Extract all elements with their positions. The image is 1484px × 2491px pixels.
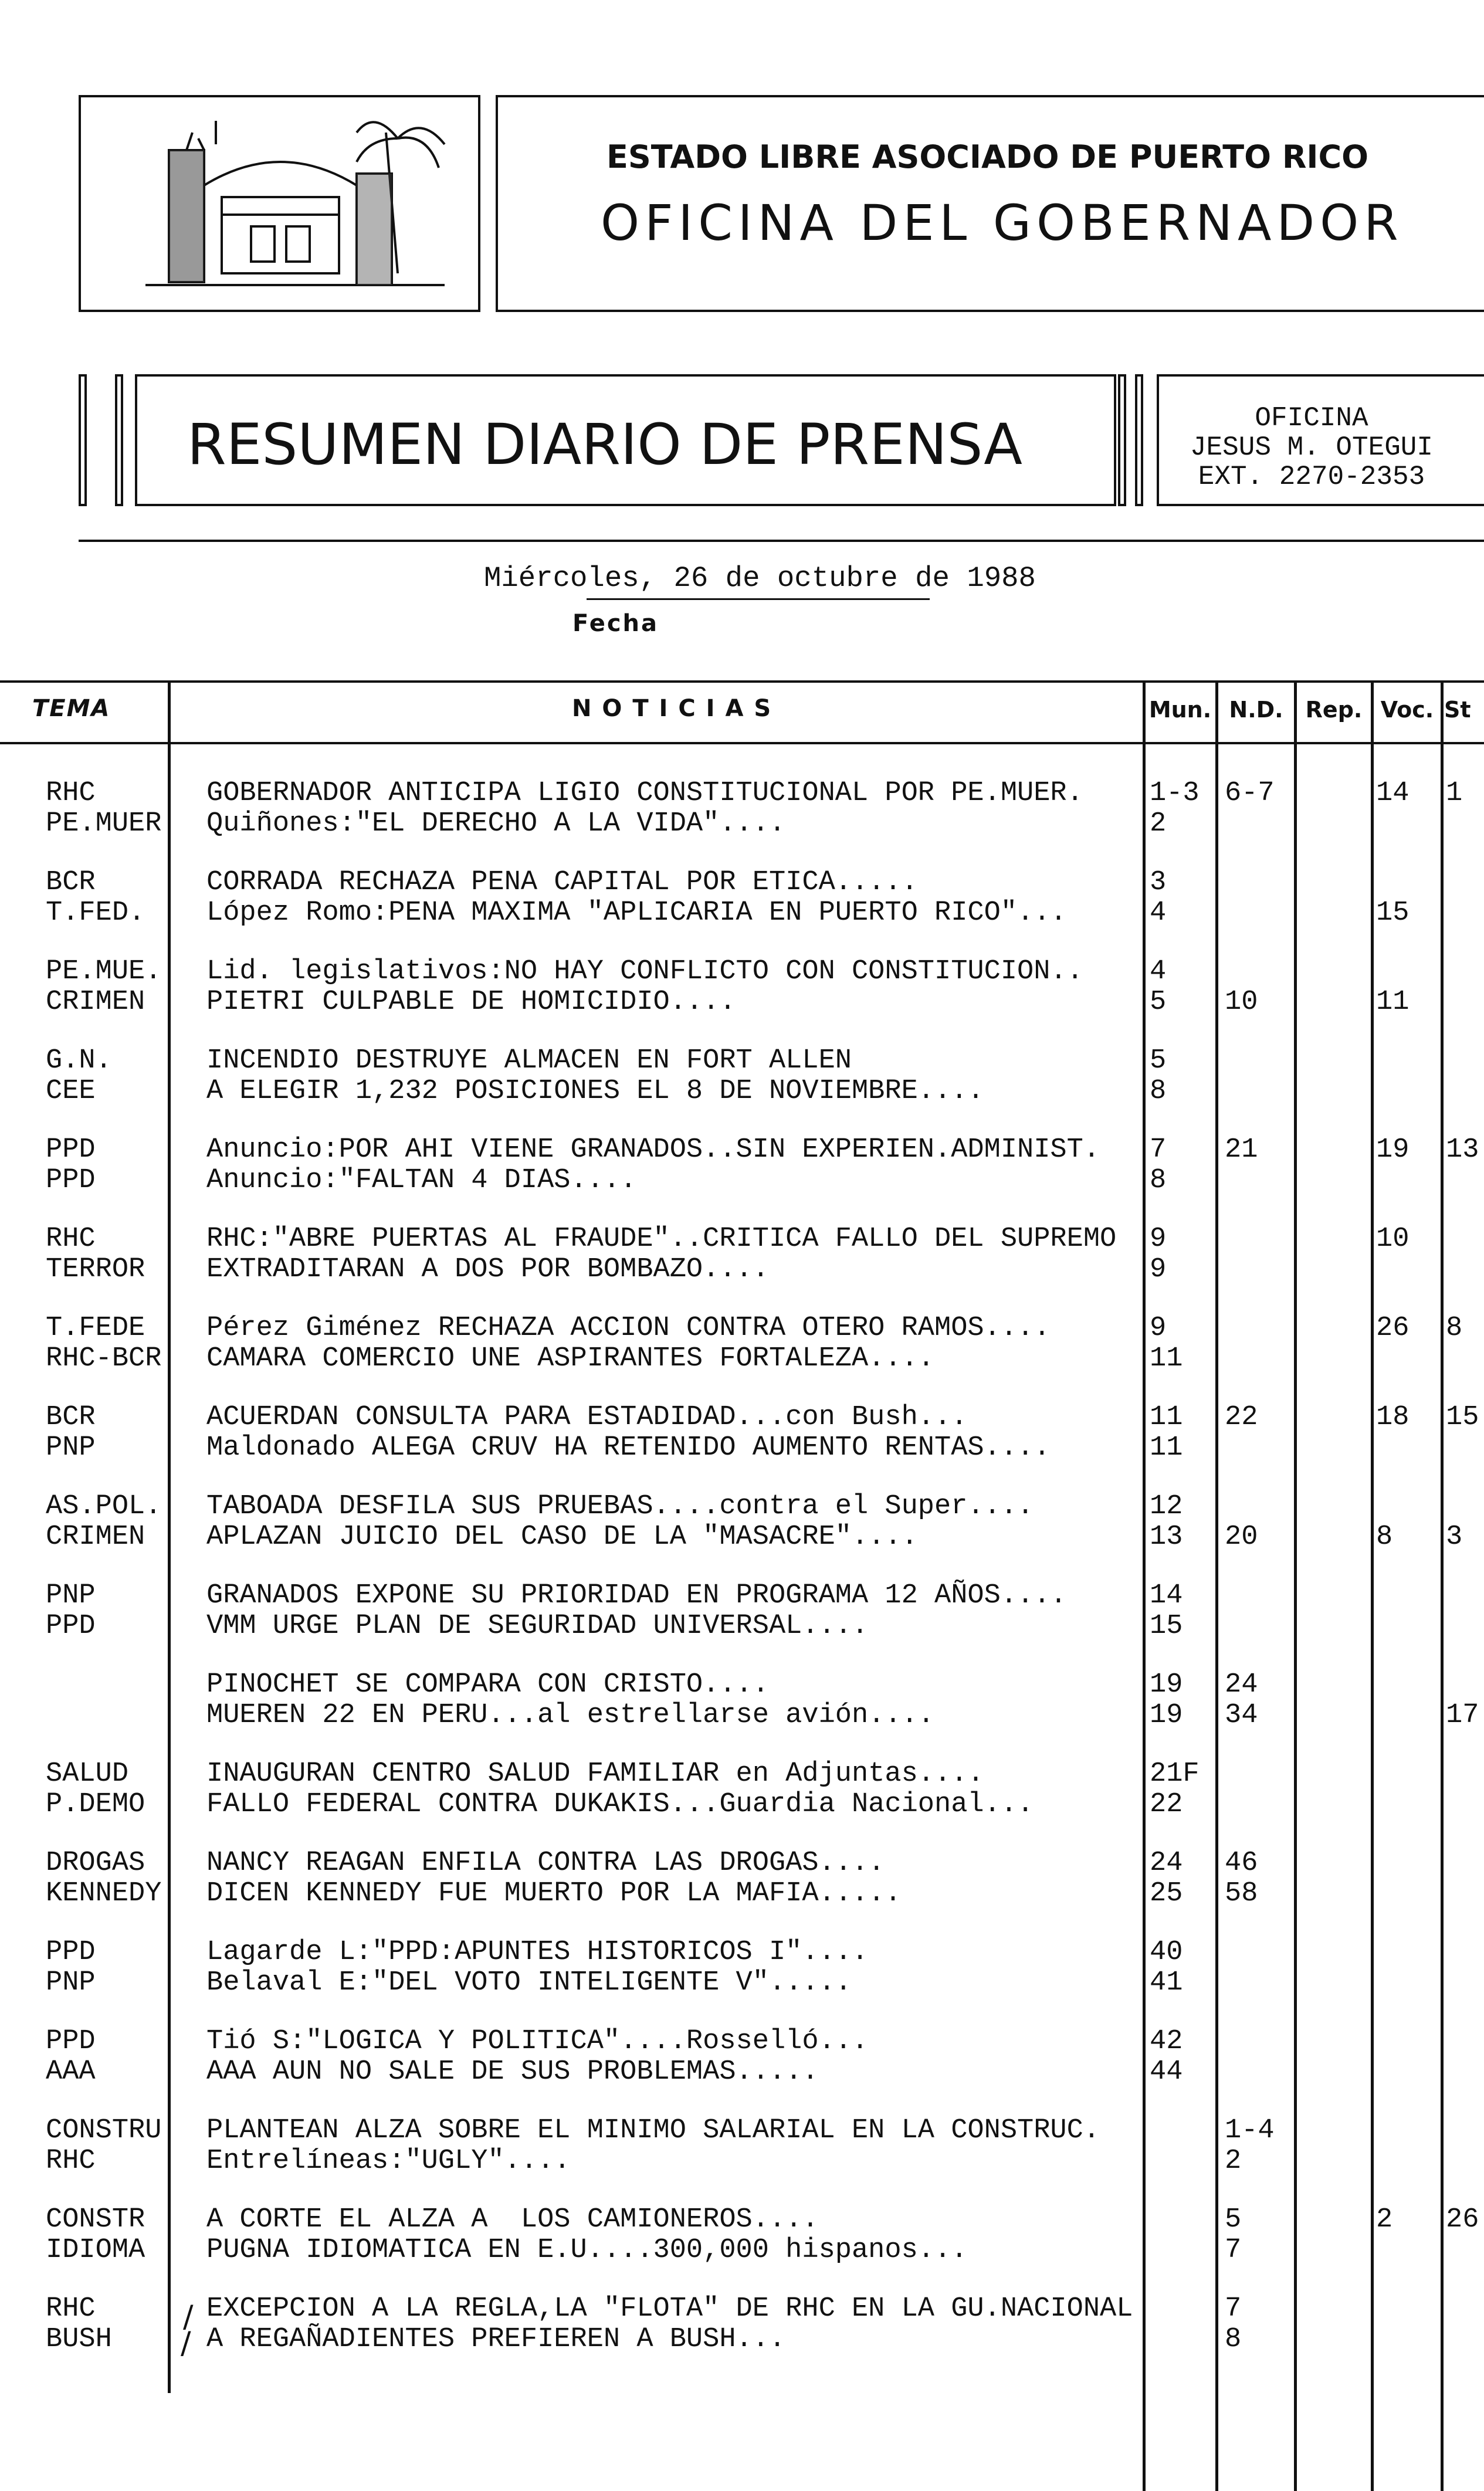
row-mun: 21F [1150, 1758, 1200, 1790]
row-tema: CONSTR [46, 2204, 145, 2235]
row-noticia: Anuncio:"FALTAN 4 DIAS.... [206, 1165, 637, 1196]
row-nd: 6-7 [1225, 778, 1275, 809]
row-noticia: FALLO FEDERAL CONTRA DUKAKIS...Guardia Nacional... [206, 1789, 1034, 1820]
row-noticia: Pérez Giménez RECHAZA ACCION CONTRA OTERO RAMOS.... [206, 1313, 1051, 1344]
row-nd: 24 [1225, 1669, 1258, 1700]
row-mun: 13 [1150, 1521, 1183, 1553]
row-noticia: Belaval E:"DEL VOTO INTELIGENTE V"..... [206, 1967, 852, 1998]
row-noticia: RHC:"ABRE PUERTAS AL FRAUDE"..CRITICA FALLO DEL SUPREMO [206, 1224, 1117, 1255]
row-tema: PPD [46, 2026, 96, 2057]
row-st: 17 [1446, 1700, 1479, 1731]
title-box [496, 95, 1484, 312]
row-noticia: VMM URGE PLAN DE SEGURIDAD UNIVERSAL.... [206, 1611, 869, 1642]
row-tema: RHC [46, 2293, 96, 2324]
row-tema: BUSH [46, 2324, 112, 2355]
row-noticia: INAUGURAN CENTRO SALUD FAMILIAR en Adjuntas.... [206, 1758, 984, 1790]
row-nd: 10 [1225, 987, 1258, 1018]
row-noticia: DICEN KENNEDY FUE MUERTO POR LA MAFIA..... [206, 1878, 902, 1909]
row-tema: PPD [46, 1937, 96, 1968]
left-bar-2 [115, 374, 123, 506]
col-line-rep [1371, 680, 1374, 2491]
row-tema: T.FEDE [46, 1313, 145, 1344]
row-noticia: Lid. legislativos:NO HAY CONFLICTO CON CONSTITUCION.. [206, 956, 1083, 987]
row-tema: RHC-BCR [46, 1343, 162, 1374]
handwritten-mark: / [181, 2326, 191, 2361]
row-noticia: INCENDIO DESTRUYE ALMACEN EN FORT ALLEN [206, 1045, 852, 1076]
row-tema: AS.POL. [46, 1491, 162, 1522]
row-mun: 1-3 [1150, 778, 1200, 809]
row-nd: 8 [1225, 2324, 1242, 2355]
row-nd: 7 [1225, 2293, 1242, 2324]
row-mun: 11 [1150, 1343, 1183, 1374]
header-divider [79, 540, 1484, 542]
row-tema: DROGAS [46, 1848, 145, 1879]
row-tema: BCR [46, 867, 96, 898]
row-tema: SALUD [46, 1758, 129, 1790]
row-voc: 8 [1376, 1521, 1393, 1553]
row-noticia: MUEREN 22 EN PERU...al estrellarse avión.... [206, 1700, 935, 1731]
row-voc: 10 [1376, 1224, 1410, 1255]
row-mun: 14 [1150, 1580, 1183, 1611]
row-mun: 15 [1150, 1611, 1183, 1642]
row-voc: 2 [1376, 2204, 1393, 2235]
col-header-st: St [1444, 697, 1471, 723]
row-tema: KENNEDY [46, 1878, 162, 1909]
row-nd: 5 [1225, 2204, 1242, 2235]
right-bar-2 [1135, 374, 1143, 506]
row-mun: 8 [1150, 1165, 1167, 1196]
row-noticia: PINOCHET SE COMPARA CON CRISTO.... [206, 1669, 769, 1700]
row-voc: 14 [1376, 778, 1410, 809]
contact-line-3: EXT. 2270-2353 [1198, 462, 1425, 492]
row-tema: P.DEMO [46, 1789, 145, 1820]
resumen-title: RESUMEN DIARIO DE PRENSA [187, 412, 1022, 477]
row-noticia: Maldonado ALEGA CRUV HA RETENIDO AUMENTO RENTAS.... [206, 1432, 1051, 1463]
col-header-voc: Voc. [1380, 697, 1434, 723]
row-st: 8 [1446, 1313, 1463, 1344]
row-noticia: A ELEGIR 1,232 POSICIONES EL 8 DE NOVIEMBRE.... [206, 1076, 984, 1107]
row-noticia: CAMARA COMERCIO UNE ASPIRANTES FORTALEZA.... [206, 1343, 935, 1374]
row-mun: 2 [1150, 808, 1167, 839]
row-nd: 46 [1225, 1848, 1258, 1879]
row-tema: IDIOMA [46, 2235, 145, 2266]
row-st: 15 [1446, 1402, 1479, 1433]
row-noticia: PIETRI CULPABLE DE HOMICIDIO.... [206, 987, 736, 1018]
row-tema: RHC [46, 1224, 96, 1255]
row-nd: 34 [1225, 1700, 1258, 1731]
row-tema: TERROR [46, 1254, 145, 1285]
row-tema: RHC [46, 778, 96, 809]
row-noticia: APLAZAN JUICIO DEL CASO DE LA "MASACRE".... [206, 1521, 918, 1553]
row-noticia: Anuncio:POR AHI VIENE GRANADOS..SIN EXPERIEN.ADMINIST. [206, 1134, 1100, 1165]
row-tema: PNP [46, 1967, 96, 1998]
row-tema: PPD [46, 1134, 96, 1165]
row-voc: 15 [1376, 897, 1410, 928]
col-header-tema: TEMA [32, 695, 111, 722]
row-voc: 26 [1376, 1313, 1410, 1344]
col-line-noticias [1143, 680, 1146, 2491]
row-tema: T.FED. [46, 897, 145, 928]
row-noticia: PLANTEAN ALZA SOBRE EL MINIMO SALARIAL EN LA CONSTRUC. [206, 2115, 1100, 2146]
row-noticia: EXTRADITARAN A DOS POR BOMBAZO.... [206, 1254, 769, 1285]
row-mun: 40 [1150, 1937, 1183, 1968]
date-label: Fecha [572, 610, 659, 637]
row-noticia: Tió S:"LOGICA Y POLITICA"....Rosselló... [206, 2026, 869, 2057]
row-tema: CEE [46, 1076, 96, 1107]
row-mun: 42 [1150, 2026, 1183, 2057]
logo-box [79, 95, 480, 312]
date-value: Miércoles, 26 de octubre de 1988 [484, 562, 1036, 595]
row-tema: CRIMEN [46, 1521, 145, 1553]
row-noticia: A REGAÑADIENTES PREFIEREN A BUSH... [206, 2324, 786, 2355]
row-noticia: Entrelíneas:"UGLY".... [206, 2146, 571, 2177]
row-mun: 4 [1150, 956, 1167, 987]
row-mun: 11 [1150, 1402, 1183, 1433]
row-noticia: ACUERDAN CONSULTA PARA ESTADIDAD...con Bush... [206, 1402, 968, 1433]
row-noticia: EXCEPCION A LA REGLA,LA "FLOTA" DE RHC EN LA GU.NACIONAL [206, 2293, 1133, 2324]
row-voc: 18 [1376, 1402, 1410, 1433]
row-noticia: TABOADA DESFILA SUS PRUEBAS....contra el Super.... [206, 1491, 1034, 1522]
right-bar-1 [1118, 374, 1126, 506]
row-mun: 5 [1150, 1045, 1167, 1076]
row-mun: 9 [1150, 1313, 1167, 1344]
row-st: 3 [1446, 1521, 1463, 1553]
col-line-mun [1215, 680, 1218, 2491]
row-mun: 19 [1150, 1669, 1183, 1700]
row-mun: 25 [1150, 1878, 1183, 1909]
row-noticia: López Romo:PENA MAXIMA "APLICARIA EN PUERTO RICO"... [206, 897, 1067, 928]
row-tema: AAA [46, 2056, 96, 2087]
col-line-nd [1294, 680, 1297, 2491]
row-noticia: GOBERNADOR ANTICIPA LIGIO CONSTITUCIONAL POR PE.MUER. [206, 778, 1083, 809]
row-mun: 19 [1150, 1700, 1183, 1731]
row-nd: 58 [1225, 1878, 1258, 1909]
row-nd: 20 [1225, 1521, 1258, 1553]
date-underline [587, 598, 930, 600]
row-tema: PPD [46, 1611, 96, 1642]
row-noticia: A CORTE EL ALZA A LOS CAMIONEROS.... [206, 2204, 819, 2235]
row-tema: CONSTRU [46, 2115, 162, 2146]
row-noticia: GRANADOS EXPONE SU PRIORIDAD EN PROGRAMA 12 AÑOS.... [206, 1580, 1067, 1611]
col-line-voc [1441, 680, 1444, 2491]
col-header-noticias: N O T I C I A S [572, 695, 773, 722]
row-mun: 24 [1150, 1848, 1183, 1879]
row-tema: PE.MUER [46, 808, 162, 839]
table-top-line [0, 680, 1484, 683]
row-nd: 1-4 [1225, 2115, 1275, 2146]
row-voc: 11 [1376, 987, 1410, 1018]
row-tema: BCR [46, 1402, 96, 1433]
row-mun: 11 [1150, 1432, 1183, 1463]
contact-line-1: OFICINA [1255, 403, 1368, 433]
col-header-nd: N.D. [1229, 697, 1283, 723]
row-mun: 9 [1150, 1224, 1167, 1255]
row-nd: 22 [1225, 1402, 1258, 1433]
row-noticia: PUGNA IDIOMATICA EN E.U....300,000 hispanos... [206, 2235, 968, 2266]
row-tema: PNP [46, 1432, 96, 1463]
row-tema: PNP [46, 1580, 96, 1611]
row-mun: 3 [1150, 867, 1167, 898]
row-nd: 21 [1225, 1134, 1258, 1165]
row-mun: 5 [1150, 987, 1167, 1018]
row-nd: 2 [1225, 2146, 1242, 2177]
row-noticia: AAA AUN NO SALE DE SUS PROBLEMAS..... [206, 2056, 819, 2087]
left-bar-1 [79, 374, 87, 506]
row-tema: G.N. [46, 1045, 112, 1076]
row-mun: 4 [1150, 897, 1167, 928]
row-noticia: Quiñones:"EL DERECHO A LA VIDA".... [206, 808, 786, 839]
col-header-rep: Rep. [1305, 697, 1363, 723]
row-mun: 12 [1150, 1491, 1183, 1522]
handwritten-mark: / [183, 2299, 194, 2334]
oficina-title: OFICINA DEL GOBERNADOR [601, 194, 1404, 252]
row-mun: 9 [1150, 1254, 1167, 1285]
row-voc: 19 [1376, 1134, 1410, 1165]
row-tema: PPD [46, 1165, 96, 1196]
governor-mansion-logo [81, 97, 478, 310]
row-st: 1 [1446, 778, 1463, 809]
row-noticia: Lagarde L:"PPD:APUNTES HISTORICOS I".... [206, 1937, 869, 1968]
contact-line-2: JESUS M. OTEGUI [1190, 432, 1434, 463]
row-tema: PE.MUE. [46, 956, 162, 987]
resumen-box [135, 374, 1116, 506]
table-header-line [0, 742, 1484, 744]
row-tema: RHC [46, 2146, 96, 2177]
row-mun: 7 [1150, 1134, 1167, 1165]
row-mun: 8 [1150, 1076, 1167, 1107]
row-mun: 44 [1150, 2056, 1183, 2087]
row-noticia: CORRADA RECHAZA PENA CAPITAL POR ETICA..... [206, 867, 918, 898]
row-tema: CRIMEN [46, 987, 145, 1018]
contact-box [1157, 374, 1484, 506]
estado-title: ESTADO LIBRE ASOCIADO DE PUERTO RICO [607, 138, 1369, 175]
row-st: 26 [1446, 2204, 1479, 2235]
row-noticia: NANCY REAGAN ENFILA CONTRA LAS DROGAS.... [206, 1848, 885, 1879]
row-st: 13 [1446, 1134, 1479, 1165]
row-mun: 41 [1150, 1967, 1183, 1998]
col-header-mun: Mun. [1148, 697, 1212, 723]
col-line-tema [168, 680, 171, 2393]
row-mun: 22 [1150, 1789, 1183, 1820]
row-nd: 7 [1225, 2235, 1242, 2266]
